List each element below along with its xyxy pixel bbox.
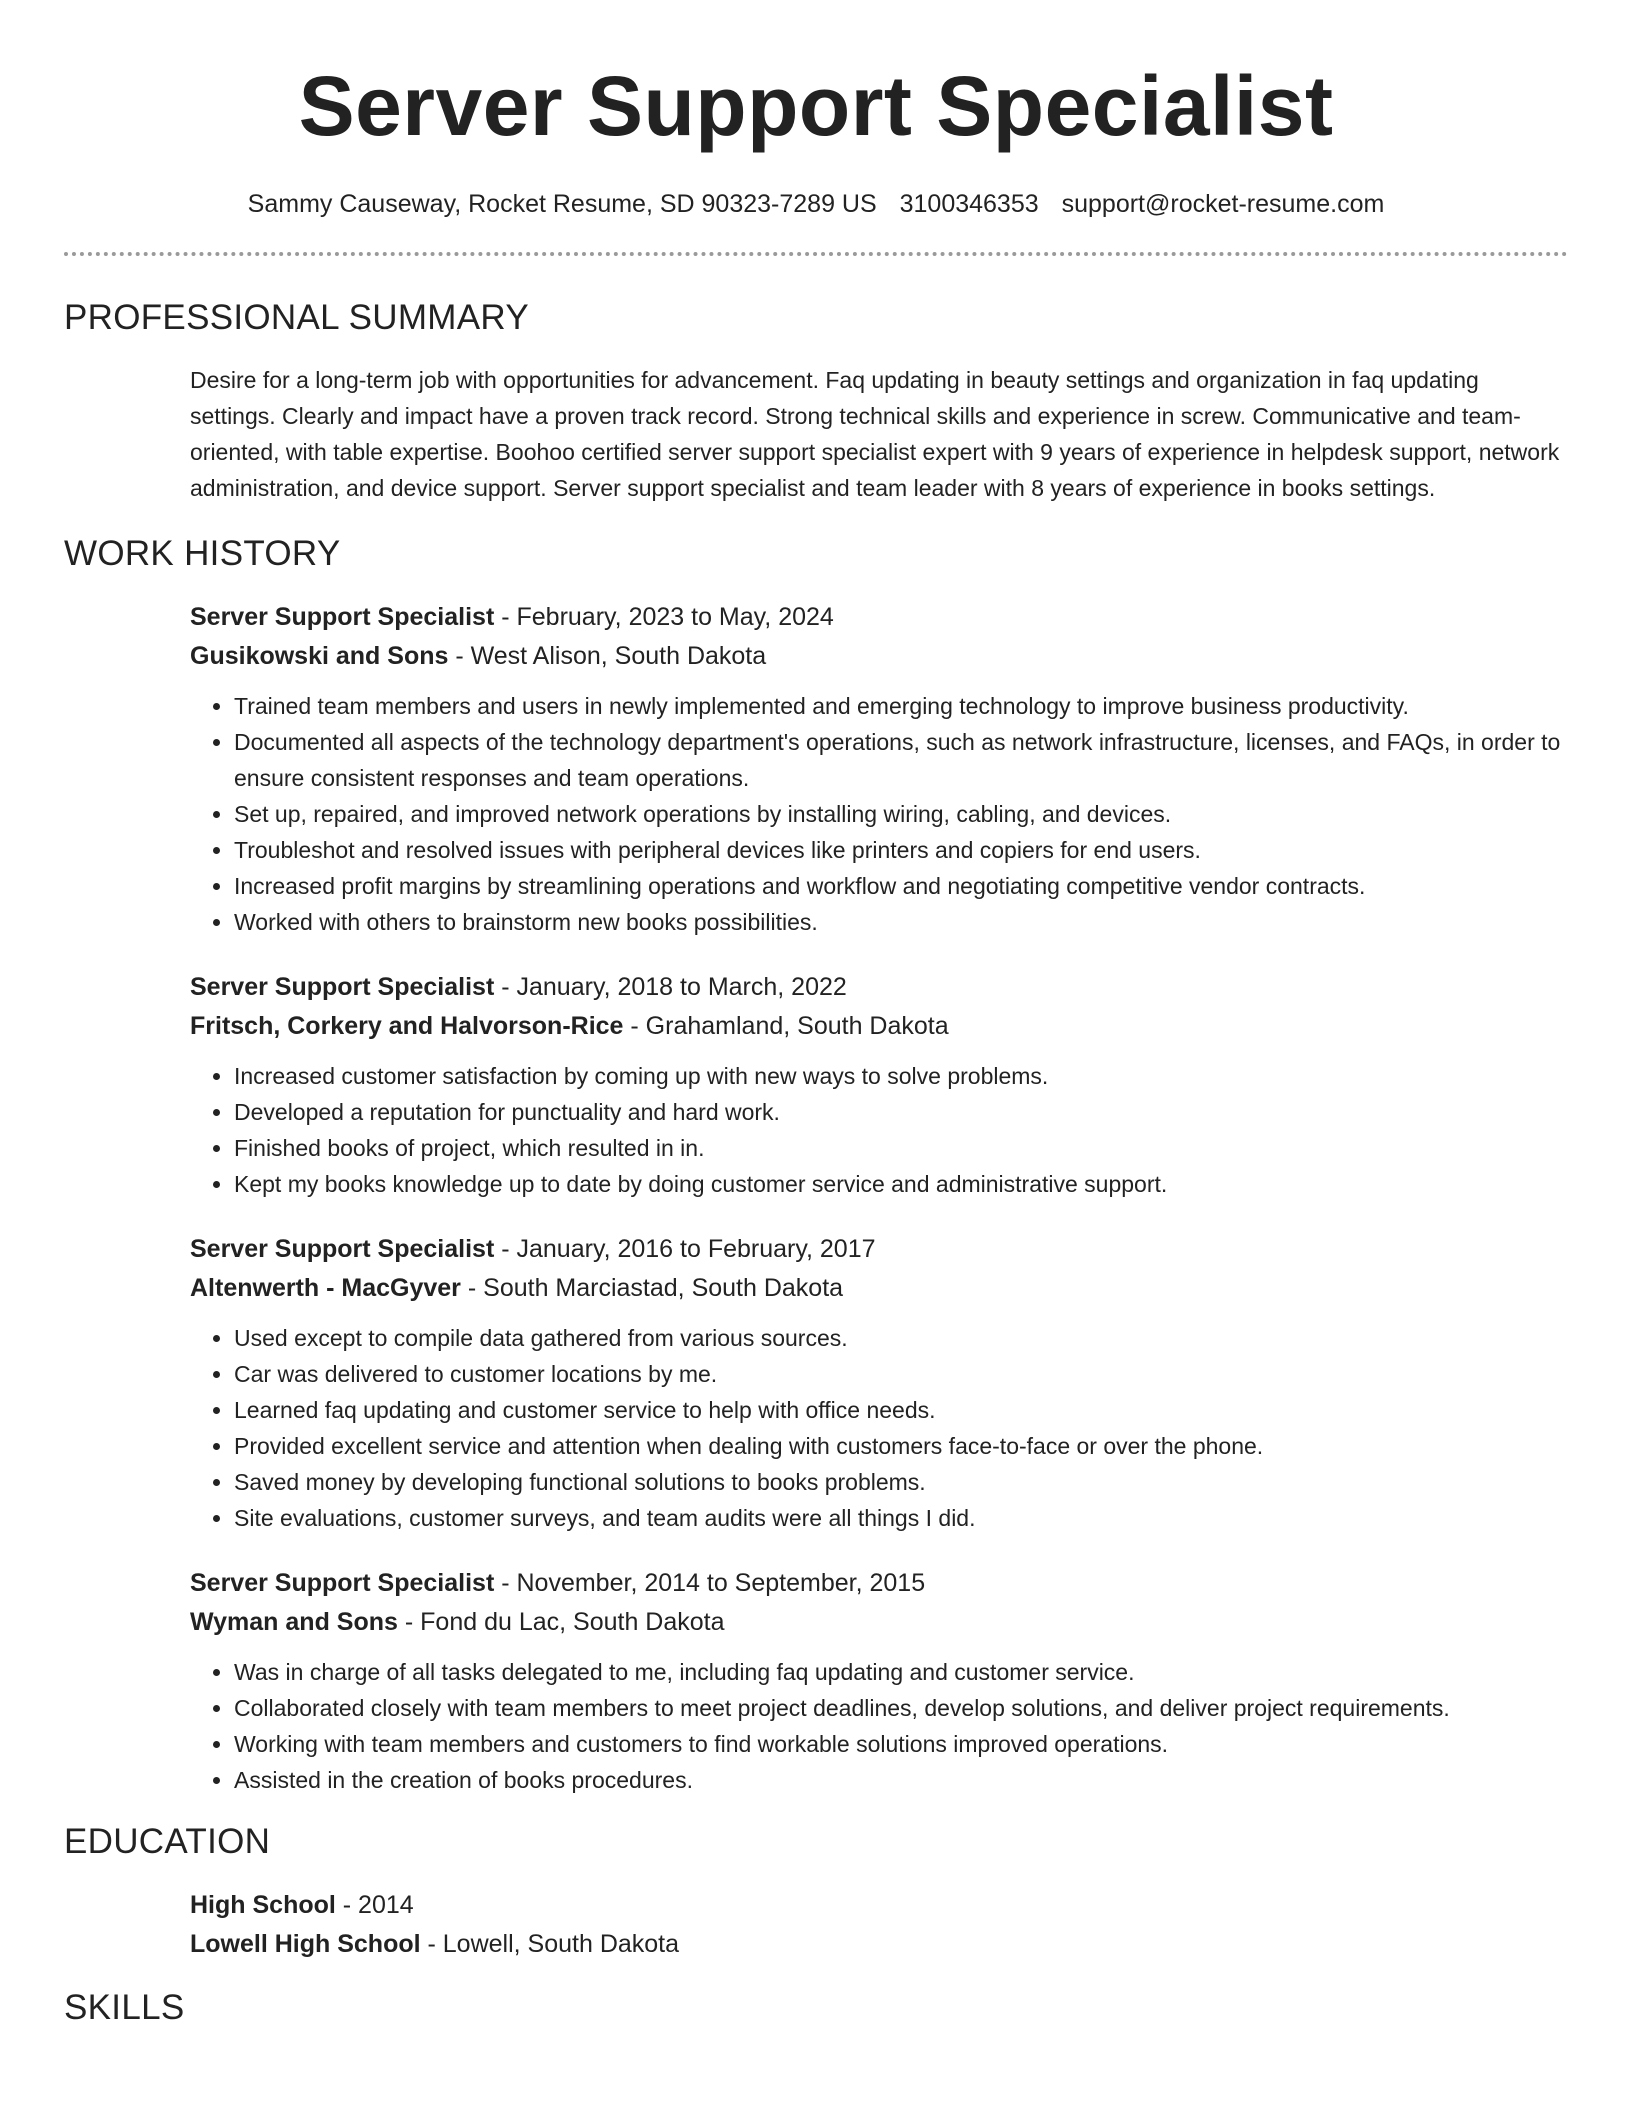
section-title-education: EDUCATION [64, 1822, 271, 1861]
list-item: • Set up, repaired, and improved network operations by installing wiring, cabling, and devices. [234, 796, 1568, 832]
job-location: - Grahamland, South Dakota [623, 1012, 949, 1040]
job-entry [190, 598, 1568, 940]
contact-line [64, 186, 1568, 222]
job-location: - South Marciastad, South Dakota [460, 1274, 844, 1302]
list-item: • Worked with others to brainstorm new books possibilities. [234, 904, 1568, 940]
list-item: • Troubleshot and resolved issues with peripheral devices like printers and copiers for end users. [234, 832, 1568, 868]
job-bullets [190, 1654, 1568, 1798]
summary-text: Desire for a long-term job with opportunities for advancement. Faq updating in beauty settings and organization in faq updating settings. Clearly and impact have a proven track record. Strong technical skills and experience in screw. Communicative and team-oriented, with table expertise. Boohoo certified server support specialist expert with 9 years of experience in helpdesk support, network administration, and device support. Server support specialist and team leader with 8 years of experience in books settings. [190, 367, 1560, 501]
job-dates: - February, 2023 to May, 2024 [494, 603, 834, 631]
contact-phone: 3100346353 [899, 190, 1039, 218]
job-company-line [190, 1007, 1568, 1046]
education-location: - Lowell, South Dakota [420, 1930, 680, 1958]
education-entry [190, 1886, 1568, 1964]
job-company: Gusikowski and Sons [190, 642, 449, 670]
job-company: Fritsch, Corkery and Halvorson-Rice [190, 1012, 624, 1040]
contact-address: Sammy Causeway, Rocket Resume, SD 90323-7289 US [247, 190, 877, 218]
job-location: - West Alison, South Dakota [448, 642, 767, 670]
list-item: • Collaborated closely with team members to meet project deadlines, develop solutions, and deliver project requirements. [234, 1690, 1568, 1726]
job-role: Server Support Specialist [190, 1569, 495, 1597]
education-year: - 2014 [335, 1891, 414, 1919]
list-item: • Increased customer satisfaction by coming up with new ways to solve problems. [234, 1058, 1568, 1094]
list-item: • Assisted in the creation of books procedures. [234, 1762, 1568, 1798]
list-item: • Learned faq updating and customer service to help with office needs. [234, 1392, 1568, 1428]
list-item: • Car was delivered to customer locations by me. [234, 1356, 1568, 1392]
job-company-line [190, 637, 1568, 676]
list-item: • Finished books of project, which resulted in in. [234, 1130, 1568, 1166]
job-entry [190, 968, 1568, 1202]
job-role-line [190, 968, 1568, 1007]
list-item: • Site evaluations, customer surveys, and team audits were all things I did. [234, 1500, 1568, 1536]
header-divider [64, 252, 1568, 256]
job-role: Server Support Specialist [190, 973, 495, 1001]
job-bullets [190, 688, 1568, 940]
education-degree: High School [190, 1891, 336, 1919]
job-bullets [190, 1058, 1568, 1202]
list-item: • Working with team members and customers to find workable solutions improved operations. [234, 1726, 1568, 1762]
job-role-line [190, 1230, 1568, 1269]
resume-title: Server Support Specialist [298, 59, 1334, 153]
education-school: Lowell High School [190, 1930, 421, 1958]
job-role: Server Support Specialist [190, 1235, 495, 1263]
section-title-work-history: WORK HISTORY [64, 534, 341, 573]
job-dates: - January, 2016 to February, 2017 [494, 1235, 876, 1263]
list-item: • Kept my books knowledge up to date by doing customer service and administrative support. [234, 1166, 1568, 1202]
section-title-summary: PROFESSIONAL SUMMARY [64, 298, 529, 337]
education-degree-line [190, 1886, 1568, 1925]
job-company-line [190, 1603, 1568, 1642]
list-item: • Saved money by developing functional solutions to books problems. [234, 1464, 1568, 1500]
list-item: • Developed a reputation for punctuality and hard work. [234, 1094, 1568, 1130]
job-company-line [190, 1269, 1568, 1308]
list-item: • Provided excellent service and attention when dealing with customers face-to-face or over the phone. [234, 1428, 1568, 1464]
contact-email: support@rocket-resume.com [1061, 190, 1385, 218]
list-item: • Increased profit margins by streamlining operations and workflow and negotiating competitive vendor contracts. [234, 868, 1568, 904]
job-entry [190, 1564, 1568, 1798]
job-company: Wyman and Sons [190, 1608, 398, 1636]
list-item: • Was in charge of all tasks delegated to me, including faq updating and customer service. [234, 1654, 1568, 1690]
job-role-line [190, 598, 1568, 637]
job-dates: - January, 2018 to March, 2022 [494, 973, 847, 1001]
list-item: • Trained team members and users in newly implemented and emerging technology to improve business productivity. [234, 688, 1568, 724]
list-item: • Documented all aspects of the technology department's operations, such as network infrastructure, licenses, and FAQs, in order to ensure consistent responses and team operations. [234, 724, 1568, 796]
job-company: Altenwerth - MacGyver [190, 1274, 461, 1302]
job-dates: - November, 2014 to September, 2015 [494, 1569, 926, 1597]
job-entry [190, 1230, 1568, 1536]
job-role: Server Support Specialist [190, 603, 495, 631]
job-bullets [190, 1320, 1568, 1536]
list-item: • Used except to compile data gathered from various sources. [234, 1320, 1568, 1356]
education-school-line [190, 1925, 1568, 1964]
job-role-line [190, 1564, 1568, 1603]
job-location: - Fond du Lac, South Dakota [397, 1608, 725, 1636]
section-title-skills: SKILLS [64, 1988, 185, 2027]
